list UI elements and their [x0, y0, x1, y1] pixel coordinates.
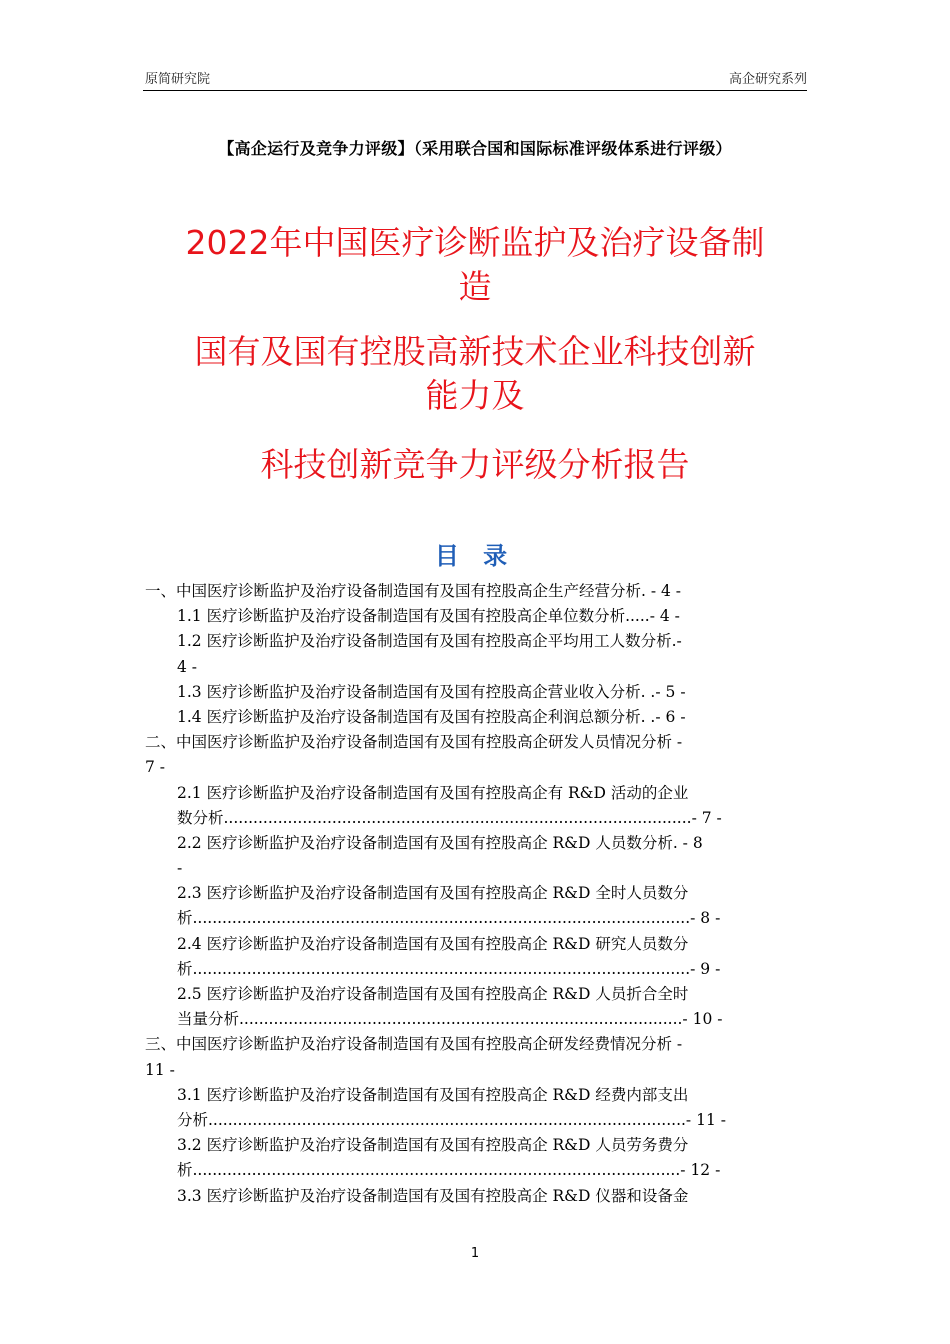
- title-line: 造: [458, 267, 492, 306]
- toc-line[interactable]: 当量分析..........................................................................................- 10 -: [177, 1010, 723, 1029]
- toc-line[interactable]: 析.....................................................................................................- 8 -: [177, 909, 721, 928]
- header-rule: [143, 90, 807, 91]
- toc-line[interactable]: 2.4 医疗诊断监护及治疗设备制造国有及国有控股高企 R&D 研究人员数分: [177, 934, 689, 953]
- subtitle: 【高企运行及竞争力评级】（采用联合国和国际标准评级体系进行评级）: [218, 139, 732, 158]
- toc-line[interactable]: 数分析...............................................................................................- 7 -: [177, 808, 722, 827]
- toc-line[interactable]: 1.4 医疗诊断监护及治疗设备制造国有及国有控股高企利润总额分析. .- 6 -: [177, 707, 686, 726]
- toc-line[interactable]: 2.2 医疗诊断监护及治疗设备制造国有及国有控股高企 R&D 人员数分析. - 8: [177, 833, 703, 852]
- toc-line[interactable]: 3.2 医疗诊断监护及治疗设备制造国有及国有控股高企 R&D 人员劳务费分: [177, 1136, 689, 1155]
- toc-line[interactable]: 二、中国医疗诊断监护及治疗设备制造国有及国有控股高企研发人员情况分析 -: [145, 733, 683, 752]
- title-block-3: [143, 443, 807, 487]
- toc-line[interactable]: 1.2 医疗诊断监护及治疗设备制造国有及国有控股高企平均用工人数分析.-: [177, 632, 682, 651]
- toc-heading: 目 录: [434, 542, 516, 570]
- title-line: 2022年中国医疗诊断监护及治疗设备制: [185, 223, 765, 262]
- toc-line[interactable]: 3.3 医疗诊断监护及治疗设备制造国有及国有控股高企 R&D 仪器和设备金: [177, 1186, 689, 1205]
- toc-line[interactable]: -: [177, 859, 183, 878]
- header-right: 高企研究系列: [728, 72, 807, 87]
- toc-line[interactable]: 2.3 医疗诊断监护及治疗设备制造国有及国有控股高企 R&D 全时人员数分: [177, 884, 689, 903]
- title-block-1: [143, 221, 807, 309]
- title-block-2: [143, 330, 807, 418]
- toc-line[interactable]: 分析.................................................................................................- 11 -: [177, 1110, 726, 1129]
- toc-line[interactable]: 三、中国医疗诊断监护及治疗设备制造国有及国有控股高企研发经费情况分析 -: [145, 1035, 683, 1054]
- page-number: 1: [470, 1246, 480, 1261]
- toc-line[interactable]: 2.5 医疗诊断监护及治疗设备制造国有及国有控股高企 R&D 人员折合全时: [177, 985, 689, 1003]
- toc-line[interactable]: 3.1 医疗诊断监护及治疗设备制造国有及国有控股高企 R&D 经费内部支出: [177, 1085, 689, 1104]
- title-line: 国有及国有控股高新技术企业科技创新: [194, 332, 756, 371]
- toc-line[interactable]: 一、中国医疗诊断监护及治疗设备制造国有及国有控股高企生产经营分析. - 4 -: [145, 582, 682, 600]
- toc-line[interactable]: 11 -: [145, 1060, 175, 1079]
- table-of-contents: [143, 579, 807, 1209]
- toc-line[interactable]: 1.1 医疗诊断监护及治疗设备制造国有及国有控股高企单位数分析.....- 4 -: [177, 607, 680, 626]
- toc-line[interactable]: 1.3 医疗诊断监护及治疗设备制造国有及国有控股高企营业收入分析. .- 5 -: [177, 682, 686, 701]
- title-line: 能力及: [425, 376, 525, 415]
- toc-line[interactable]: 7 -: [145, 758, 166, 777]
- toc-line[interactable]: 析...................................................................................................- 12 -: [177, 1161, 721, 1180]
- toc-line[interactable]: 2.1 医疗诊断监护及治疗设备制造国有及国有控股高企有 R&D 活动的企业: [177, 783, 689, 802]
- toc-line[interactable]: 4 -: [177, 657, 198, 676]
- toc-line[interactable]: 析.....................................................................................................- 9 -: [177, 959, 721, 978]
- header-left: 原简研究院: [145, 72, 211, 87]
- title-line: 科技创新竞争力评级分析报告: [260, 445, 690, 484]
